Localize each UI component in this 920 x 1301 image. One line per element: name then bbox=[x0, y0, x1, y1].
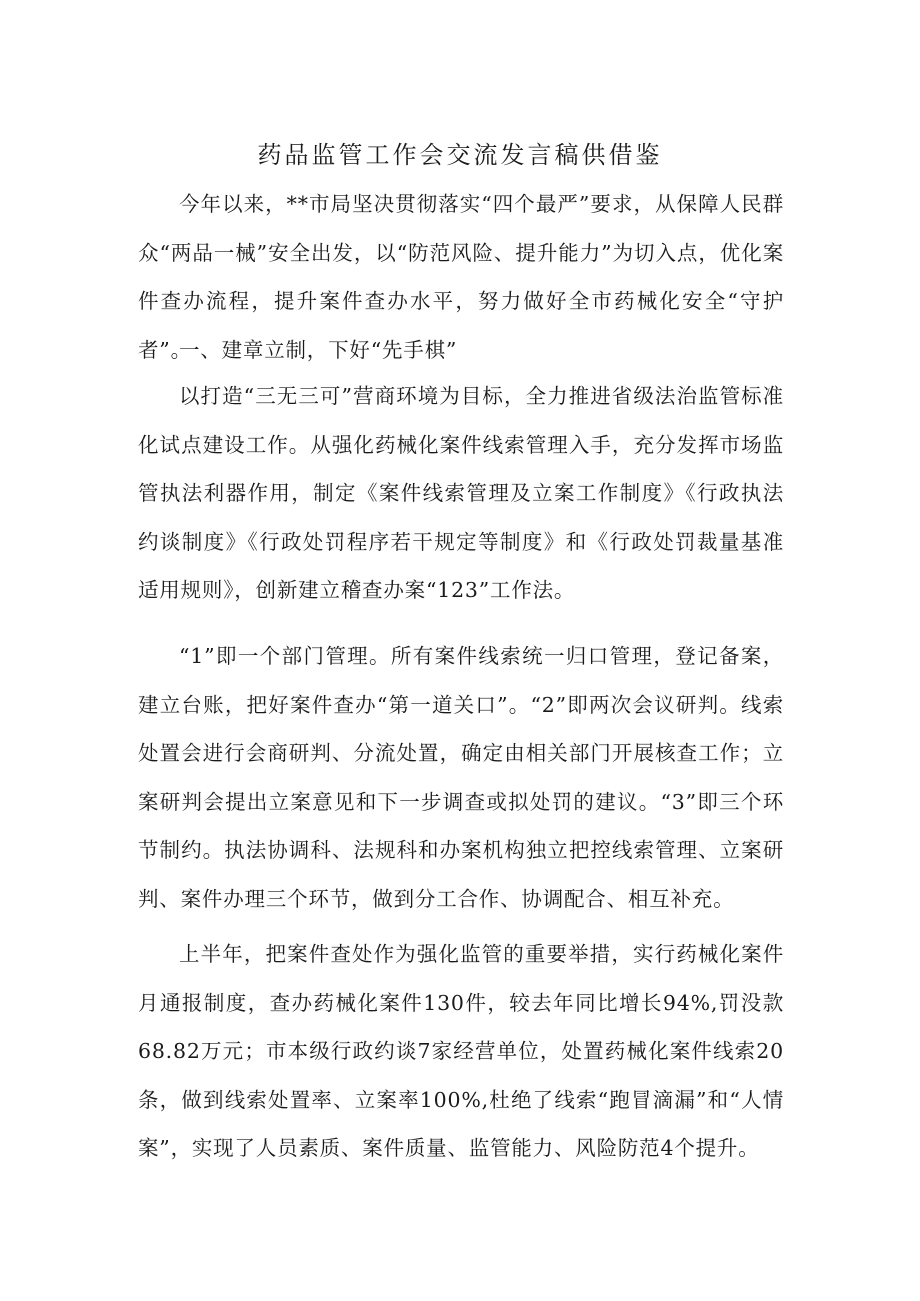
intro-paragraph: 今年以来，**市局坚决贯彻落实“四个最严”要求，从保障人民群众“两品一械”安全出发，以“防范风险、提升能力”为切入点，优化案件查办流程，提升案件查办水平，努力做好全市药械化安全“守护者”。 bbox=[138, 192, 784, 362]
body-paragraph-1: 以打造“三无三可”营商环境为目标，全力推进省级法治监管标准化试点建设工作。从强化药械化案件线索管理入手，充分发挥市场监管执法利器作用，制定《案件线索管理及立案工作制度》《行政执法约谈制度》《行政处罚程序若干规定等制度》和《行政处罚裁量基准适用规则》，创新建立稽查办案“123”工作法。 bbox=[138, 384, 784, 602]
document-title: 药品监管工作会交流发言稿供借鉴 bbox=[257, 141, 663, 169]
body-paragraph-3: 上半年，把案件查处作为强化监管的重要举措，实行药械化案件月通报制度，查办药械化案件130件，较去年同比增长94%,罚没款68.82万元；市本级行政约谈7家经营单位，处置药械化案件线索20条，做到线索处置率、立案率100%,杜绝了线索“跑冒滴漏”和“人情案”，实现了人员素质、案件质量、监管能力、风险防范4个提升。 bbox=[138, 942, 784, 1160]
section-heading: 一、建章立制，下好“先手棋” bbox=[179, 338, 458, 362]
body-paragraph-2: “1”即一个部门管理。所有案件线索统一归口管理，登记备案，建立台账，把好案件查办“第一道关口”。“2”即两次会议研判。线索处置会进行会商研判、分流处置，确定由相关部门开展核查工作；立案研判会提出立案意见和下一步调查或拟处罚的建议。“3”即三个环节制约。执法协调科、法规科和办案机构独立把控线索管理、立案研判、案件办理三个环节，做到分工合作、协调配合、相互补充。 bbox=[138, 644, 784, 911]
